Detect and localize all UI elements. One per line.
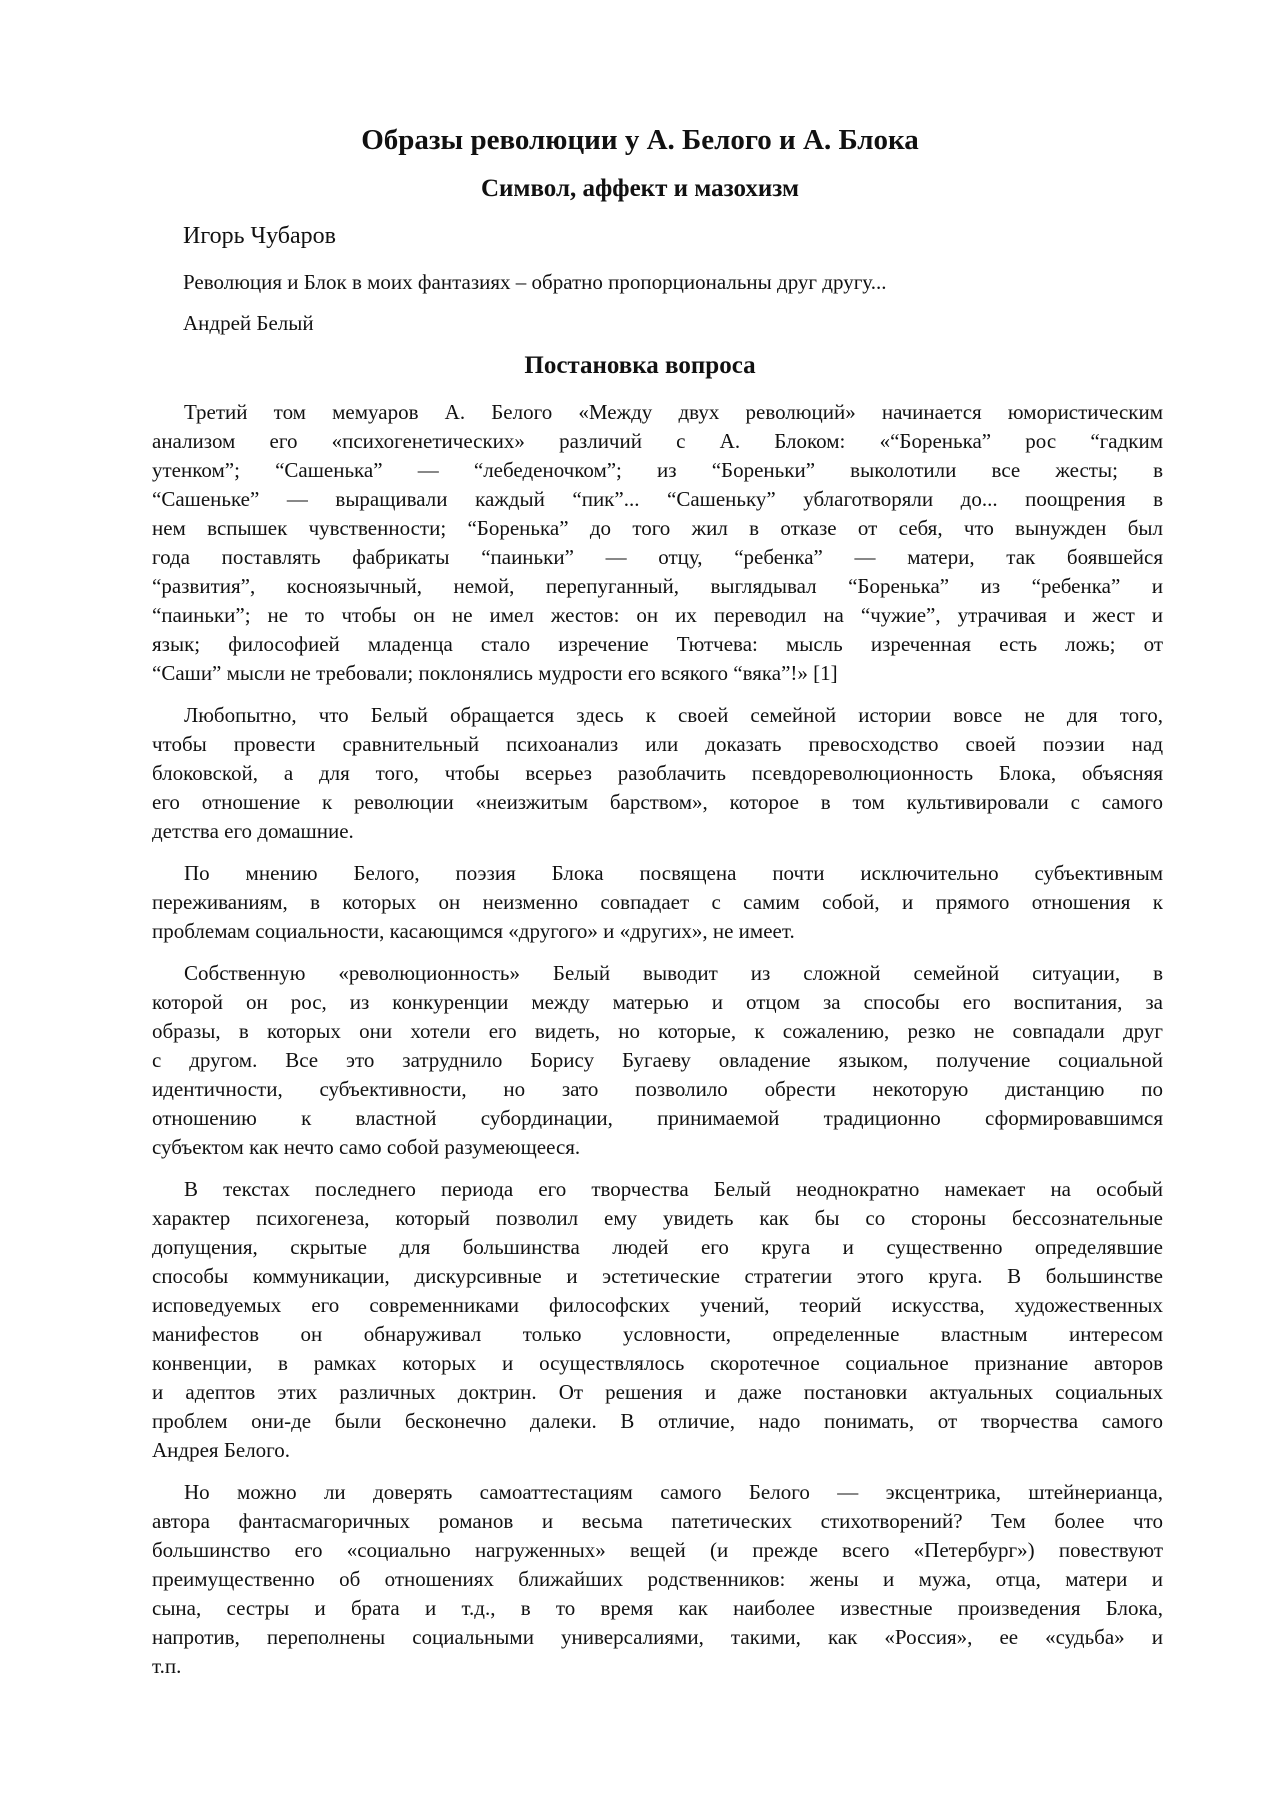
paragraph bbox=[152, 398, 1163, 688]
paragraph-line: которой он рос, из конкуренции между матерью и отцом за способы его воспитания, за bbox=[152, 990, 1163, 1014]
paragraph-line: детства его домашние. bbox=[152, 819, 354, 843]
paragraph-line: допущения, скрытые для большинства людей его круга и существенно определявшие bbox=[152, 1235, 1163, 1259]
paragraph-line: переживаниям, в которых он неизменно совпадает с самим собой, и прямого отношения к bbox=[152, 890, 1163, 914]
paragraph-line: Собственную «революционность» Белый выводит из сложной семейной ситуации, в bbox=[184, 961, 1163, 985]
paragraph bbox=[152, 1175, 1163, 1465]
paragraph-line: манифестов он обнаруживал только условности, определенные властным интересом bbox=[152, 1322, 1163, 1346]
paragraph-line: “Саши” мысли не требовали; поклонялись мудрости его всякого “вяка”!» [1] bbox=[152, 661, 838, 685]
paragraph-line: блоковской, а для того, чтобы всерьез разоблачить псевдореволюционность Блока, объясняя bbox=[152, 761, 1163, 785]
paragraph-line: проблемам социальности, касающимся «другого» и «других», не имеет. bbox=[152, 919, 795, 943]
paragraph-line: способы коммуникации, дискурсивные и эстетические стратегии этого круга. В большинстве bbox=[152, 1264, 1163, 1288]
paragraph-line: По мнению Белого, поэзия Блока посвящена почти исключительно субъективным bbox=[184, 861, 1163, 885]
paragraph bbox=[152, 859, 1163, 946]
paragraph-line: Любопытно, что Белый обращается здесь к своей семейной истории вовсе не для того, bbox=[184, 703, 1163, 727]
paragraph-line: характер психогенеза, который позволил ему увидеть как бы со стороны бессознательные bbox=[152, 1206, 1163, 1230]
epigraph: Революция и Блок в моих фантазиях – обратно пропорциональны друг другу... bbox=[183, 270, 887, 294]
paragraph-line: “паиньки”; не то чтобы он не имел жестов: он их переводил на “чужие”, утрачивая и жест и bbox=[152, 603, 1163, 627]
paragraph-line: преимущественно об отношениях ближайших родственников: жены и мужа, отца, матери и bbox=[152, 1567, 1163, 1591]
document-title: Образы революции у А. Белого и А. Блока bbox=[361, 124, 919, 156]
document-body bbox=[152, 398, 1163, 1694]
paragraph-line: проблем они-де были бесконечно далеки. В отличие, надо понимать, от творчества самого bbox=[152, 1409, 1163, 1433]
paragraph-line: конвенции, в рамках которых и осуществлялось скоротечное социальное признание авторов bbox=[152, 1351, 1163, 1375]
paragraph-line: “развития”, косноязычный, немой, перепуганный, выглядывал “Боренька” из “ребенка” и bbox=[152, 574, 1163, 598]
paragraph-line: исповедуемых его современниками философских учений, теорий искусства, художественных bbox=[152, 1293, 1163, 1317]
paragraph-line: большинство его «социально нагруженных» вещей (и прежде всего «Петербург») повествуют bbox=[152, 1538, 1163, 1562]
paragraph-line: нем вспышек чувственности; “Боренька” до того жил в отказе от себя, что вынужден был bbox=[152, 516, 1163, 540]
section-heading: Постановка вопроса bbox=[524, 352, 756, 379]
paragraph-line: напротив, переполнены социальными универсалиями, такими, как «Россия», ее «судьба» и bbox=[152, 1625, 1163, 1649]
paragraph-line: чтобы провести сравнительный психоанализ или доказать превосходство своей поэзии над bbox=[152, 732, 1163, 756]
epigraph-author: Андрей Белый bbox=[183, 311, 314, 335]
paragraph-line: “Сашеньке” — выращивали каждый “пик”... “Сашеньку” ублаготворяли до... поощрения в bbox=[152, 487, 1163, 511]
paragraph-line: его отношение к революции «неизжитым барством», которое в том культивировали с самого bbox=[152, 790, 1163, 814]
paragraph-line: Андрея Белого. bbox=[152, 1438, 291, 1462]
paragraph-line: образы, в которых они хотели его видеть, но которые, к сожалению, резко не совпадали друг bbox=[152, 1019, 1163, 1043]
paragraph-line: утенком”; “Сашенька” — “лебеденочком”; из “Бореньки” выколотили все жесты; в bbox=[152, 458, 1163, 482]
paragraph-line: автора фантасмагоричных романов и весьма патетических стихотворений? Тем более что bbox=[152, 1509, 1163, 1533]
paragraph-line: анализом его «психогенетических» различий с А. Блоком: «“Боренька” рос “гадким bbox=[152, 429, 1163, 453]
paragraph-line: В текстах последнего периода его творчества Белый неоднократно намекает на особый bbox=[184, 1177, 1163, 1201]
paragraph-line: отношению к властной субординации, принимаемой традиционно сформировавшимся bbox=[152, 1106, 1163, 1130]
paragraph-line: и адептов этих различных доктрин. От решения и даже постановки актуальных социальных bbox=[152, 1380, 1163, 1404]
paragraph bbox=[152, 701, 1163, 846]
author-name: Игорь Чубаров bbox=[183, 223, 336, 249]
paragraph-line: Но можно ли доверять самоаттестациям самого Белого — эксцентрика, штейнерианца, bbox=[184, 1480, 1163, 1504]
paragraph-line: с другом. Все это затруднило Борису Бугаеву овладение языком, получение социальной bbox=[152, 1048, 1163, 1072]
paragraph-line: идентичности, субъективности, но зато позволило обрести некоторую дистанцию по bbox=[152, 1077, 1163, 1101]
paragraph-line: сына, сестры и брата и т.д., в то время как наиболее известные произведения Блока, bbox=[152, 1596, 1163, 1620]
paragraph bbox=[152, 1478, 1163, 1681]
paragraph-line: года поставлять фабрикаты “паиньки” — отцу, “ребенка” — матери, так боявшейся bbox=[152, 545, 1163, 569]
paragraph-line: язык; философией младенца стало изречение Тютчева: мысль изреченная есть ложь; от bbox=[152, 632, 1163, 656]
paragraph-line: т.п. bbox=[152, 1654, 182, 1678]
paragraph-line: Третий том мемуаров А. Белого «Между двух революций» начинается юмористическим bbox=[184, 400, 1163, 424]
paragraph-line: субъектом как нечто само собой разумеющееся. bbox=[152, 1135, 581, 1159]
paragraph bbox=[152, 959, 1163, 1162]
document-subtitle: Символ, аффект и мазохизм bbox=[480, 175, 800, 202]
